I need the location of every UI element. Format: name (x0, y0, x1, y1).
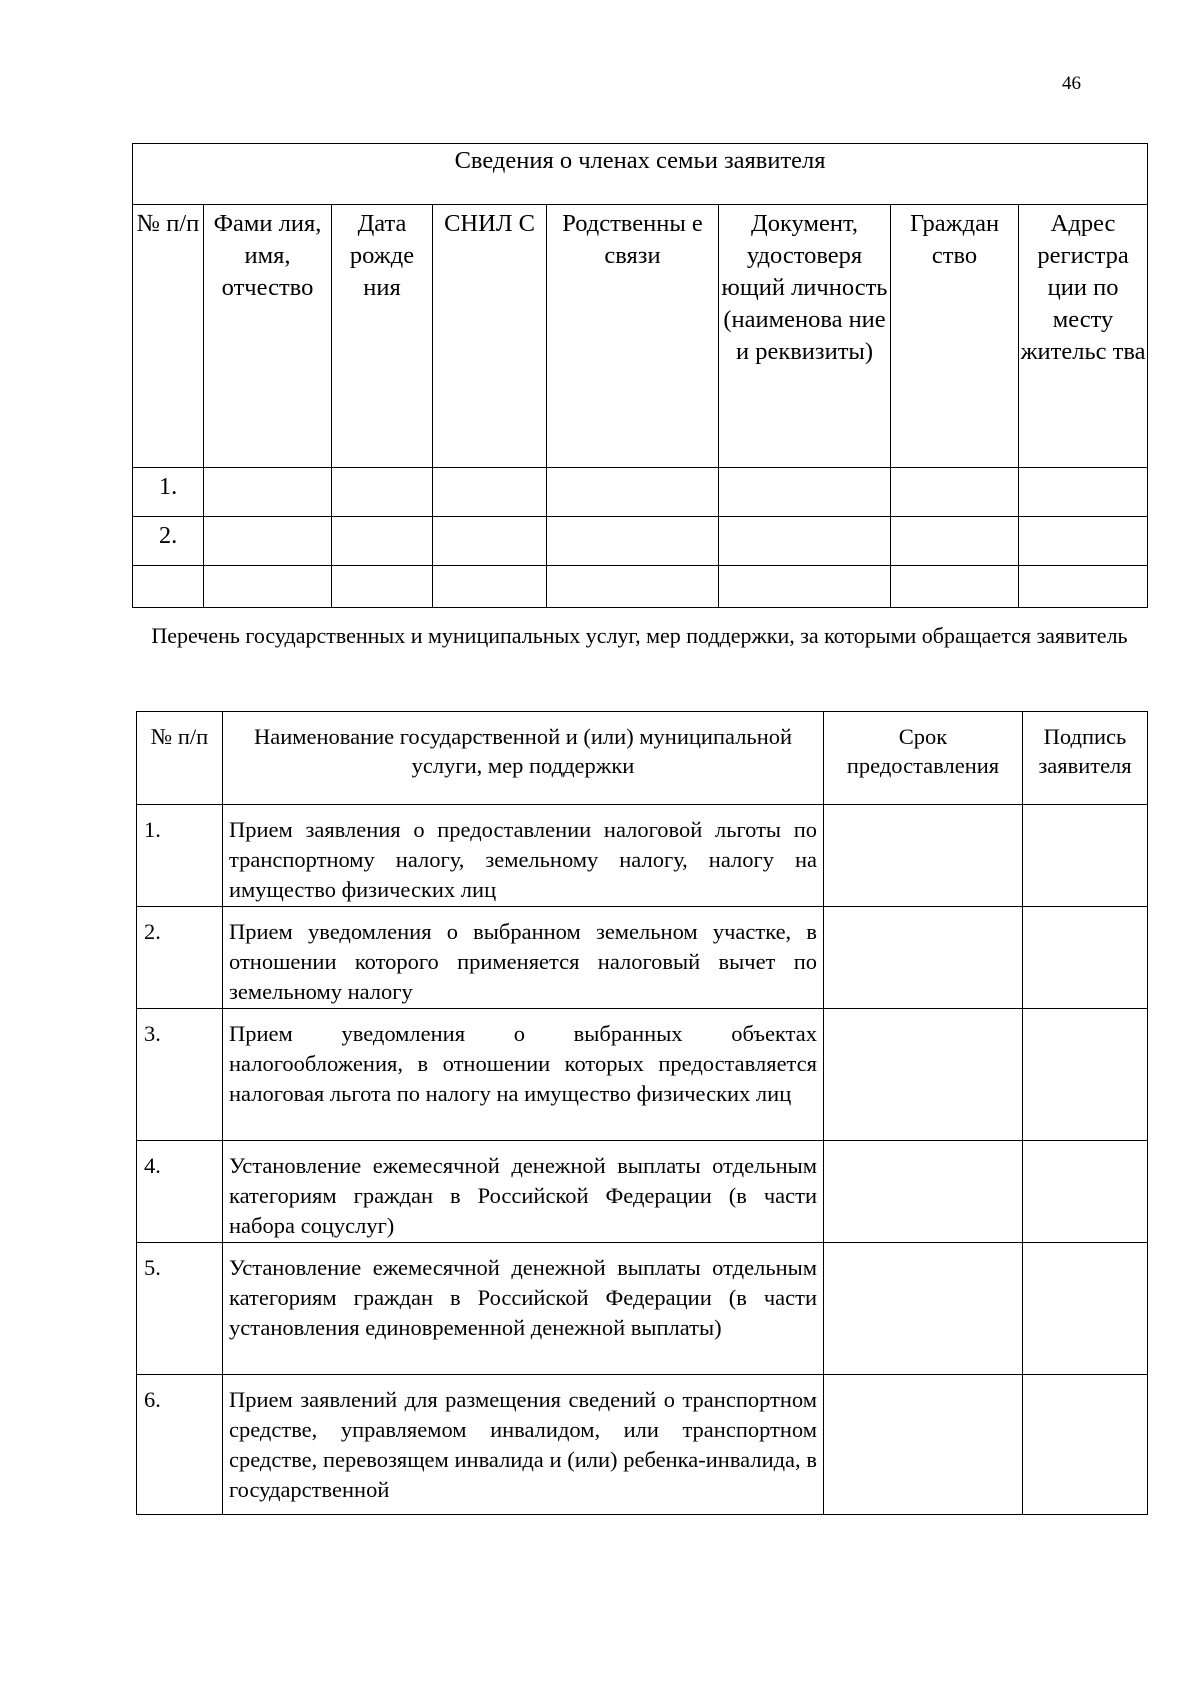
column-header-number: № п/п (137, 712, 223, 805)
column-header-term: Срок предоставления (824, 712, 1023, 805)
empty-cell (433, 468, 547, 517)
row-number: 1. (137, 805, 223, 907)
signature-cell (1023, 1375, 1148, 1515)
column-header-service-name: Наименование государственной и (или) муниципальной услуги, мер поддержки (223, 712, 824, 805)
family-table-title: Сведения о членах семьи заявителя (133, 144, 1148, 205)
empty-cell (719, 468, 891, 517)
empty-cell (332, 468, 433, 517)
empty-cell (1019, 566, 1148, 608)
empty-cell (332, 517, 433, 566)
signature-cell (1023, 1243, 1148, 1375)
term-cell (824, 1243, 1023, 1375)
row-number: 6. (137, 1375, 223, 1515)
table-row (137, 907, 1148, 1009)
row-number: 2. (133, 517, 204, 566)
empty-cell (204, 517, 332, 566)
term-cell (824, 1009, 1023, 1141)
empty-cell (719, 566, 891, 608)
signature-cell (1023, 907, 1148, 1009)
term-cell (824, 1375, 1023, 1515)
table-row (137, 1141, 1148, 1243)
table-row (133, 468, 1148, 517)
term-cell (824, 805, 1023, 907)
empty-cell (891, 468, 1019, 517)
table-row (137, 805, 1148, 907)
service-name: Прием уведомления о выбранных объектах налогообложения, в отношении которых предоставляется налоговая льгота по налогу на имущество физических лиц (223, 1009, 824, 1141)
empty-cell (547, 468, 719, 517)
family-members-table (132, 143, 1148, 608)
service-name: Установление ежемесячной денежной выплаты отдельным категориям граждан в Российской Федерации (в части набора соцуслуг) (223, 1141, 824, 1243)
column-header-registration-address: Адрес регистра ции по месту жительс тва (1019, 205, 1148, 468)
empty-cell (1019, 468, 1148, 517)
column-header-signature: Подпись заявителя (1023, 712, 1148, 805)
table-row (133, 566, 1148, 608)
column-header-snils: СНИЛ С (433, 205, 547, 468)
services-list-title: Перечень государственных и муниципальных услуг, мер поддержки, за которыми обращается заявитель (151, 623, 1128, 648)
column-header-birth-date: Дата рожде ния (332, 205, 433, 468)
empty-cell (547, 566, 719, 608)
empty-cell (204, 468, 332, 517)
table-row (137, 1243, 1148, 1375)
empty-cell (1019, 517, 1148, 566)
table-row (133, 517, 1148, 566)
column-header-identity-document: Документ, удостоверя ющий личность (наименова ние и реквизиты) (719, 205, 891, 468)
empty-cell (719, 517, 891, 566)
column-header-full-name: Фами лия, имя, отчество (204, 205, 332, 468)
signature-cell (1023, 1009, 1148, 1141)
term-cell (824, 1141, 1023, 1243)
row-number: 1. (133, 468, 204, 517)
table-row (137, 1375, 1148, 1515)
column-header-citizenship: Граждан ство (891, 205, 1019, 468)
row-number: 5. (137, 1243, 223, 1375)
row-number (133, 566, 204, 608)
service-name: Прием заявления о предоставлении налоговой льготы по транспортному налогу, земельному налогу, налогу на имущество физических лиц (223, 805, 824, 907)
empty-cell (433, 517, 547, 566)
page-number: 46 (1062, 73, 1081, 94)
empty-cell (204, 566, 332, 608)
table-row (137, 1009, 1148, 1141)
service-name: Прием уведомления о выбранном земельном участке, в отношении которого применяется налоговый вычет по земельному налогу (223, 907, 824, 1009)
empty-cell (891, 517, 1019, 566)
signature-cell (1023, 1141, 1148, 1243)
row-number: 3. (137, 1009, 223, 1141)
service-name: Прием заявлений для размещения сведений о транспортном средстве, управляемом инвалидом, или транспортном средстве, перевозящем инвалида и (или) ребенка-инвалида, в государственной (223, 1375, 824, 1515)
column-header-relationship: Родственны е связи (547, 205, 719, 468)
row-number: 2. (137, 907, 223, 1009)
empty-cell (891, 566, 1019, 608)
row-number: 4. (137, 1141, 223, 1243)
empty-cell (547, 517, 719, 566)
term-cell (824, 907, 1023, 1009)
signature-cell (1023, 805, 1148, 907)
column-header-number: № п/п (133, 205, 204, 468)
empty-cell (332, 566, 433, 608)
service-name: Установление ежемесячной денежной выплаты отдельным категориям граждан в Российской Федерации (в части установления единовременной денежной выплаты) (223, 1243, 824, 1375)
empty-cell (433, 566, 547, 608)
services-table (136, 711, 1148, 1515)
